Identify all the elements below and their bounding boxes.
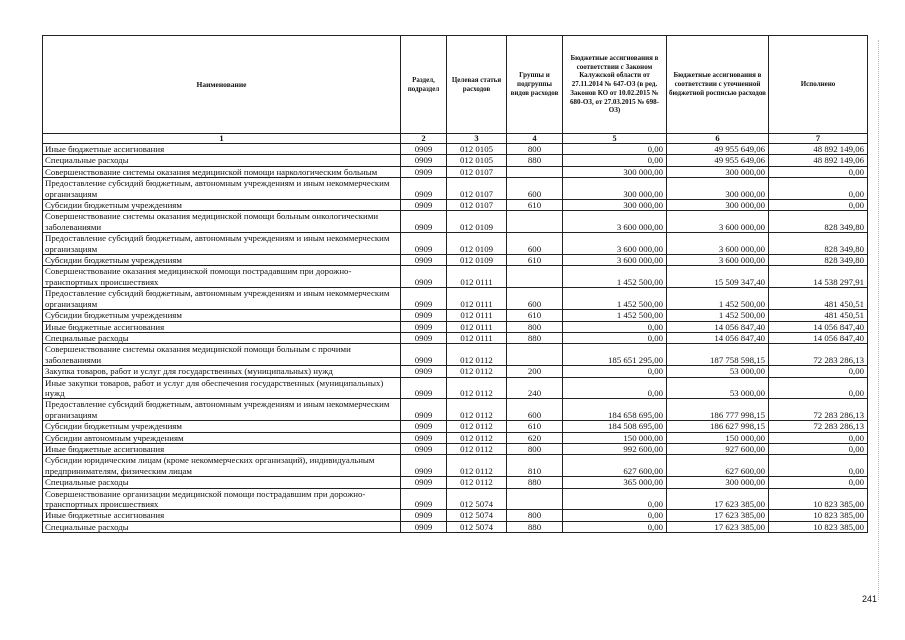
table-row — [43, 488, 868, 510]
row-section: 0909 — [401, 166, 447, 177]
row-target: 012 0111 — [447, 321, 507, 332]
row-group: 240 — [507, 377, 563, 399]
row-name: Специальные расходы — [43, 521, 401, 532]
row-section: 0909 — [401, 310, 447, 321]
page-number: 241 — [862, 594, 878, 604]
row-name: Субсидии бюджетным учреждениям — [43, 310, 401, 321]
row-assign-law: 150 000,00 — [563, 432, 667, 443]
row-assign-law: 627 600,00 — [563, 455, 667, 477]
row-assign-law: 0,00 — [563, 488, 667, 510]
row-assign-law: 3 600 000,00 — [563, 233, 667, 255]
row-section: 0909 — [401, 399, 447, 421]
row-group — [507, 344, 563, 366]
table-row — [43, 321, 868, 332]
row-name: Закупка товаров, работ и услуг для государственных (муниципальных) нужд — [43, 366, 401, 377]
row-assign-plan: 49 955 649,06 — [667, 155, 769, 166]
table-row — [43, 288, 868, 310]
row-executed: 0,00 — [769, 200, 868, 211]
row-section: 0909 — [401, 155, 447, 166]
header-executed: Исполнено — [769, 36, 868, 134]
row-name: Предоставление субсидий бюджетным, автономным учреждениям и иным некоммерческим организациям — [43, 288, 401, 310]
row-name: Иные бюджетные ассигнования — [43, 443, 401, 454]
row-assign-law: 300 000,00 — [563, 166, 667, 177]
row-target: 012 0112 — [447, 443, 507, 454]
header-assign-plan: Бюджетные ассигнования в соответствии с уточненной бюджетной росписью расходов — [667, 36, 769, 134]
row-assign-law: 365 000,00 — [563, 477, 667, 488]
row-target: 012 0109 — [447, 233, 507, 255]
row-group: 800 — [507, 144, 563, 155]
row-executed: 14 538 297,91 — [769, 266, 868, 288]
row-group — [507, 488, 563, 510]
row-name: Совершенствование организации медицинской помощи пострадавшим при дорожно-транспортных происшествиях — [43, 488, 401, 510]
row-target: 012 0112 — [447, 344, 507, 366]
table-row — [43, 510, 868, 521]
row-group: 200 — [507, 366, 563, 377]
row-section: 0909 — [401, 488, 447, 510]
row-section: 0909 — [401, 255, 447, 266]
row-target: 012 0112 — [447, 399, 507, 421]
row-section: 0909 — [401, 344, 447, 366]
header-group: Группы и подгруппы видов расходов — [507, 36, 563, 134]
row-name: Совершенствование системы оказания медицинской помощи больным онкологическими заболеваниями — [43, 211, 401, 233]
table-row — [43, 366, 868, 377]
header-target: Целевая статья расходов — [447, 36, 507, 134]
row-executed: 72 283 286,13 — [769, 421, 868, 432]
row-group: 810 — [507, 455, 563, 477]
table-row — [43, 521, 868, 532]
row-target: 012 0111 — [447, 288, 507, 310]
row-group: 880 — [507, 155, 563, 166]
row-target: 012 0109 — [447, 255, 507, 266]
column-number: 1 — [43, 134, 401, 144]
row-target: 012 0112 — [447, 421, 507, 432]
row-assign-law: 0,00 — [563, 521, 667, 532]
row-assign-plan: 300 000,00 — [667, 200, 769, 211]
row-section: 0909 — [401, 144, 447, 155]
row-assign-plan: 3 600 000,00 — [667, 255, 769, 266]
row-assign-law: 0,00 — [563, 144, 667, 155]
row-assign-plan: 3 600 000,00 — [667, 233, 769, 255]
table-row — [43, 344, 868, 366]
row-assign-law: 184 658 695,00 — [563, 399, 667, 421]
row-group: 880 — [507, 521, 563, 532]
row-assign-plan: 300 000,00 — [667, 178, 769, 200]
row-target: 012 0111 — [447, 266, 507, 288]
row-name: Специальные расходы — [43, 332, 401, 343]
row-executed: 0,00 — [769, 366, 868, 377]
table-row — [43, 166, 868, 177]
row-target: 012 0107 — [447, 166, 507, 177]
row-executed: 0,00 — [769, 178, 868, 200]
row-executed: 0,00 — [769, 432, 868, 443]
table-row — [43, 266, 868, 288]
row-assign-plan: 186 627 998,15 — [667, 421, 769, 432]
row-target: 012 0112 — [447, 432, 507, 443]
row-name: Совершенствование оказания медицинской помощи пострадавшим при дорожно-транспортных происшествиях — [43, 266, 401, 288]
row-section: 0909 — [401, 510, 447, 521]
row-name: Иные бюджетные ассигнования — [43, 321, 401, 332]
row-group: 800 — [507, 510, 563, 521]
row-executed: 0,00 — [769, 477, 868, 488]
row-group — [507, 211, 563, 233]
row-assign-plan: 17 623 385,00 — [667, 521, 769, 532]
table-row — [43, 443, 868, 454]
row-assign-law: 3 600 000,00 — [563, 211, 667, 233]
row-name: Совершенствование системы оказания медицинской помощи больным с прочими заболеваниями — [43, 344, 401, 366]
row-executed: 10 823 385,00 — [769, 510, 868, 521]
row-name: Предоставление субсидий бюджетным, автономным учреждениям и иным некоммерческим организациям — [43, 178, 401, 200]
table-row — [43, 377, 868, 399]
row-name: Иные закупки товаров, работ и услуг для обеспечения государственных (муниципальных) нужд — [43, 377, 401, 399]
row-assign-law: 0,00 — [563, 321, 667, 332]
row-group: 600 — [507, 178, 563, 200]
row-executed: 72 283 286,13 — [769, 344, 868, 366]
column-number: 7 — [769, 134, 868, 144]
table-row — [43, 211, 868, 233]
row-group: 800 — [507, 321, 563, 332]
table-row — [43, 178, 868, 200]
table-row — [43, 455, 868, 477]
header-assign-law: Бюджетные ассигнования в соответствии с Законом Калужской области от 27.11.2014 № 647-ОЗ (в ред. Законов КО от 10.02.2015 № 680-ОЗ, от 27.03.2015 № 698-ОЗ) — [563, 36, 667, 134]
table-row — [43, 432, 868, 443]
table-row — [43, 233, 868, 255]
row-section: 0909 — [401, 377, 447, 399]
row-target: 012 0109 — [447, 211, 507, 233]
budget-sheet — [42, 35, 867, 533]
row-executed: 48 892 149,06 — [769, 144, 868, 155]
row-target: 012 0112 — [447, 377, 507, 399]
row-executed: 14 056 847,40 — [769, 321, 868, 332]
table-row — [43, 399, 868, 421]
row-group: 620 — [507, 432, 563, 443]
row-section: 0909 — [401, 233, 447, 255]
row-executed: 0,00 — [769, 455, 868, 477]
row-assign-law: 1 452 500,00 — [563, 266, 667, 288]
row-assign-plan: 150 000,00 — [667, 432, 769, 443]
row-assign-law: 0,00 — [563, 155, 667, 166]
row-executed: 0,00 — [769, 166, 868, 177]
header-row — [43, 36, 868, 134]
row-target: 012 5074 — [447, 488, 507, 510]
table-row — [43, 200, 868, 211]
row-section: 0909 — [401, 321, 447, 332]
row-assign-plan: 300 000,00 — [667, 477, 769, 488]
row-executed: 0,00 — [769, 377, 868, 399]
table-row — [43, 421, 868, 432]
row-target: 012 0105 — [447, 144, 507, 155]
row-name: Специальные расходы — [43, 477, 401, 488]
row-group: 880 — [507, 477, 563, 488]
row-assign-law: 0,00 — [563, 332, 667, 343]
table-row — [43, 310, 868, 321]
column-number: 4 — [507, 134, 563, 144]
row-name: Субсидии бюджетным учреждениям — [43, 200, 401, 211]
row-target: 012 0107 — [447, 200, 507, 211]
row-section: 0909 — [401, 332, 447, 343]
row-executed: 10 823 385,00 — [769, 488, 868, 510]
row-assign-law: 1 452 500,00 — [563, 310, 667, 321]
column-number: 2 — [401, 134, 447, 144]
row-executed: 828 349,80 — [769, 211, 868, 233]
row-name: Субсидии бюджетным учреждениям — [43, 421, 401, 432]
row-assign-plan: 627 600,00 — [667, 455, 769, 477]
row-section: 0909 — [401, 443, 447, 454]
row-section: 0909 — [401, 266, 447, 288]
row-assign-law: 300 000,00 — [563, 200, 667, 211]
row-target: 012 0112 — [447, 455, 507, 477]
row-executed: 14 056 847,40 — [769, 332, 868, 343]
row-executed: 0,00 — [769, 443, 868, 454]
row-executed: 828 349,80 — [769, 255, 868, 266]
row-assign-plan: 14 056 847,40 — [667, 321, 769, 332]
table-row — [43, 255, 868, 266]
row-section: 0909 — [401, 211, 447, 233]
column-number: 6 — [667, 134, 769, 144]
row-name: Иные бюджетные ассигнования — [43, 510, 401, 521]
row-executed: 481 450,51 — [769, 288, 868, 310]
row-section: 0909 — [401, 455, 447, 477]
row-target: 012 0111 — [447, 310, 507, 321]
table-body — [43, 144, 868, 533]
row-assign-law: 185 651 295,00 — [563, 344, 667, 366]
row-target: 012 0112 — [447, 366, 507, 377]
row-assign-law: 0,00 — [563, 377, 667, 399]
table-row — [43, 155, 868, 166]
row-executed: 10 823 385,00 — [769, 521, 868, 532]
row-section: 0909 — [401, 366, 447, 377]
row-target: 012 0112 — [447, 477, 507, 488]
row-name: Предоставление субсидий бюджетным, автономным учреждениям и иным некоммерческим организациям — [43, 399, 401, 421]
row-group: 600 — [507, 288, 563, 310]
row-assign-plan: 14 056 847,40 — [667, 332, 769, 343]
row-target: 012 5074 — [447, 510, 507, 521]
row-name: Совершенствование системы оказания медицинской помощи наркологическим больным — [43, 166, 401, 177]
row-name: Иные бюджетные ассигнования — [43, 144, 401, 155]
row-name: Предоставление субсидий бюджетным, автономным учреждениям и иным некоммерческим организациям — [43, 233, 401, 255]
header-name: Наименование — [43, 36, 401, 134]
row-assign-law: 992 600,00 — [563, 443, 667, 454]
row-executed: 481 450,51 — [769, 310, 868, 321]
row-target: 012 0111 — [447, 332, 507, 343]
row-section: 0909 — [401, 288, 447, 310]
row-assign-plan: 17 623 385,00 — [667, 510, 769, 521]
row-assign-plan: 187 758 598,15 — [667, 344, 769, 366]
budget-table — [42, 35, 868, 533]
row-assign-plan: 53 000,00 — [667, 366, 769, 377]
column-number-row — [43, 134, 868, 144]
row-assign-plan: 186 777 998,15 — [667, 399, 769, 421]
row-section: 0909 — [401, 432, 447, 443]
row-group: 800 — [507, 443, 563, 454]
row-name: Субсидии юридическим лицам (кроме некоммерческих организаций), индивидуальным предпринимателям, физическим лицам — [43, 455, 401, 477]
row-group — [507, 266, 563, 288]
row-assign-plan: 17 623 385,00 — [667, 488, 769, 510]
row-assign-plan: 1 452 500,00 — [667, 288, 769, 310]
row-assign-plan: 1 452 500,00 — [667, 310, 769, 321]
table-row — [43, 332, 868, 343]
row-group: 610 — [507, 200, 563, 211]
row-section: 0909 — [401, 178, 447, 200]
row-assign-plan: 15 509 347,40 — [667, 266, 769, 288]
row-assign-law: 0,00 — [563, 510, 667, 521]
table-row — [43, 144, 868, 155]
row-section: 0909 — [401, 521, 447, 532]
row-assign-law: 184 508 695,00 — [563, 421, 667, 432]
row-assign-plan: 49 955 649,06 — [667, 144, 769, 155]
table-row — [43, 477, 868, 488]
row-group: 610 — [507, 421, 563, 432]
row-assign-law: 3 600 000,00 — [563, 255, 667, 266]
row-executed: 48 892 149,06 — [769, 155, 868, 166]
row-executed: 72 283 286,13 — [769, 399, 868, 421]
row-assign-plan: 53 000,00 — [667, 377, 769, 399]
row-group: 610 — [507, 310, 563, 321]
column-number: 5 — [563, 134, 667, 144]
row-name: Субсидии автономным учреждениям — [43, 432, 401, 443]
row-target: 012 0105 — [447, 155, 507, 166]
row-target: 012 5074 — [447, 521, 507, 532]
row-section: 0909 — [401, 477, 447, 488]
row-name: Специальные расходы — [43, 155, 401, 166]
row-name: Субсидии бюджетным учреждениям — [43, 255, 401, 266]
row-group: 600 — [507, 233, 563, 255]
column-number: 3 — [447, 134, 507, 144]
header-section: Раздел, подраздел — [401, 36, 447, 134]
row-assign-plan: 300 000,00 — [667, 166, 769, 177]
row-target: 012 0107 — [447, 178, 507, 200]
row-group: 610 — [507, 255, 563, 266]
row-assign-law: 300 000,00 — [563, 178, 667, 200]
row-section: 0909 — [401, 421, 447, 432]
page-edge-mark — [878, 40, 880, 600]
row-assign-plan: 3 600 000,00 — [667, 211, 769, 233]
row-group: 600 — [507, 399, 563, 421]
row-group — [507, 166, 563, 177]
row-section: 0909 — [401, 200, 447, 211]
row-assign-law: 1 452 500,00 — [563, 288, 667, 310]
row-assign-plan: 927 600,00 — [667, 443, 769, 454]
row-group: 880 — [507, 332, 563, 343]
row-assign-law: 0,00 — [563, 366, 667, 377]
row-executed: 828 349,80 — [769, 233, 868, 255]
